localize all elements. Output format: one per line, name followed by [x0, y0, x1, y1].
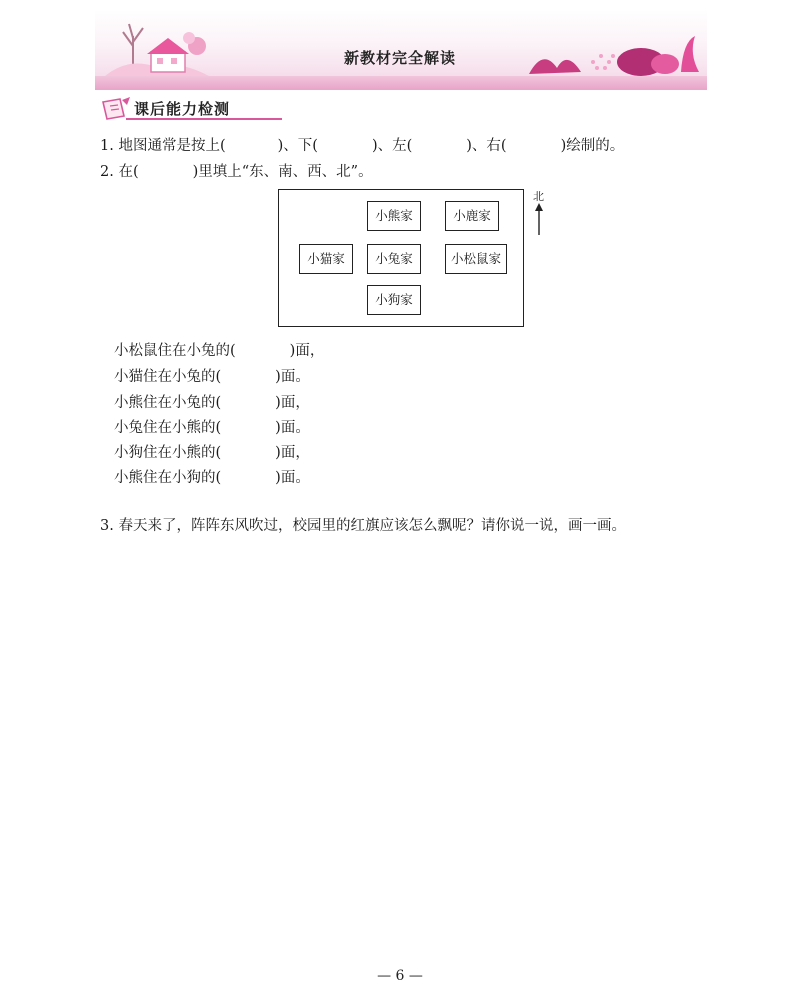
house-dog: 小狗家: [367, 285, 421, 315]
house-squirrel: 小松鼠家: [445, 244, 507, 274]
answer-text: 小兔住在小熊的(: [114, 420, 222, 436]
answer-text: 小猫住在小兔的(: [114, 369, 222, 385]
answer-text: 小狗住在小熊的(: [114, 445, 222, 461]
house-bear: 小熊家: [367, 201, 421, 231]
answer-text: 小熊住在小狗的(: [114, 470, 222, 486]
q1-text-4: )、右(: [466, 138, 507, 154]
header-bar: [95, 76, 707, 88]
header-title: 新教材完全解读: [343, 49, 456, 67]
answer-end: )面。: [275, 470, 310, 486]
section-title: 课后能力检测: [134, 100, 231, 118]
header-banner: [95, 10, 707, 90]
answer-end: )面，: [289, 343, 325, 359]
answer-text: 小松鼠住在小兔的(: [114, 343, 236, 359]
house-tree-illustration: [99, 16, 219, 76]
answer-end: )面，: [275, 445, 310, 461]
question-3: 3. 春天来了，阵阵东风吹过，校园里的红旗应该怎么飘呢？请你说一说，画一画。: [100, 518, 626, 534]
answer-end: )面，: [275, 395, 310, 411]
house-rabbit: 小兔家: [367, 244, 421, 274]
page-number: — 6 —: [377, 968, 423, 984]
q2-text-2: )里填上“东、南、西、北”。: [192, 164, 373, 180]
answer-line-3: [114, 391, 310, 412]
q1-text-3: )、左(: [371, 138, 413, 154]
map-frame: [278, 189, 524, 327]
north-label: 北: [533, 190, 544, 203]
flower-bush-illustration: [523, 28, 703, 76]
answer-text: 小熊住在小兔的(: [114, 395, 222, 411]
house-cat: 小猫家: [299, 244, 353, 274]
answer-end: )面。: [275, 369, 310, 385]
house-deer: 小鹿家: [445, 201, 499, 231]
question-2: [100, 160, 373, 181]
north-arrow-icon: [531, 202, 547, 236]
answer-line-2: [114, 365, 310, 386]
section-underline: [126, 118, 282, 120]
q1-text-1: 1. 地图通常是按上(: [100, 138, 226, 154]
question-1: [100, 134, 624, 155]
q1-text-2: )、下(: [277, 138, 318, 154]
compass: [531, 188, 547, 236]
q2-text-1: 2. 在(: [100, 164, 139, 180]
q1-text-5: )绘制的。: [560, 138, 625, 154]
answer-line-1: [114, 339, 324, 360]
answer-line-6: [114, 466, 310, 487]
answer-line-4: [114, 416, 310, 437]
answer-end: )面。: [275, 420, 310, 436]
answer-line-5: [114, 441, 310, 462]
